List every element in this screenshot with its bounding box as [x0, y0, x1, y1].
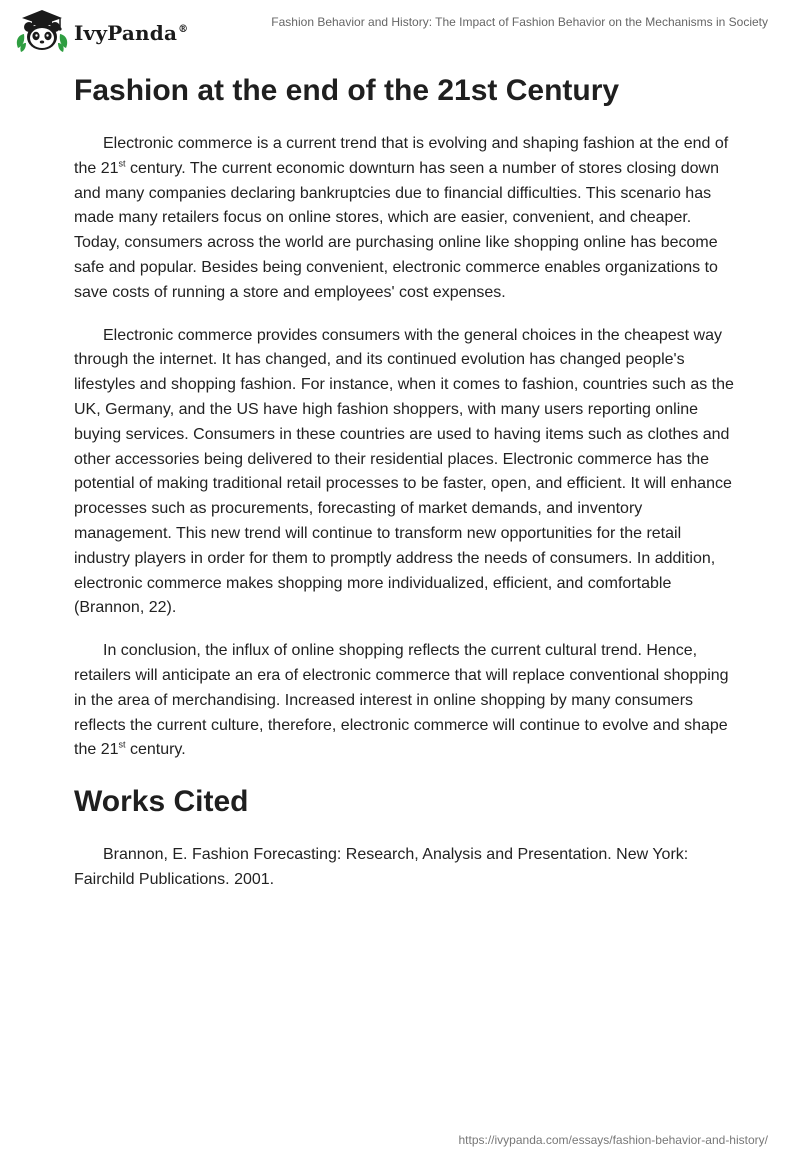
- document-title: Fashion Behavior and History: The Impact of Fashion Behavior on the Mechanisms in Society: [271, 15, 768, 29]
- section-heading-fashion: Fashion at the end of the 21st Century: [74, 74, 620, 107]
- paragraph-2: Electronic commerce provides consumers with the general choices in the cheapest way through the internet. It has changed, and its continued evolution has changed people's lifestyles and shopping fashion. For instance, when it comes to fashion, countries such as the UK, Germany, and the US have high fashion shoppers, with many users reporting online buying services. Consumers in these countries are used to having items such as clothes and other accessories being delivered to their residential places. Electronic commerce has the potential of making traditional retail processes to be faster, open, and efficient. It will enhance processes such as procurements, forecasting of market demands, and inventory management. This new trend will continue to transform new opportunities for the retail industry players in order for them to promptly address the needs of consumers. In addition, electronic commerce makes shopping more individualized, efficient, and comfortable (Brannon, 22).: [74, 326, 734, 617]
- citation-entry: Brannon, E. Fashion Forecasting: Research, Analysis and Presentation. New York: Fairchild Publications. 2001.: [74, 846, 689, 888]
- registered-mark: ®: [178, 24, 189, 36]
- ordinal-superscript: st: [118, 740, 126, 750]
- panda-graduate-icon: [14, 8, 70, 54]
- paragraph-1: Electronic commerce is a current trend that is evolving and shaping fashion at the end of the 21st century. The current economic downturn has seen a number of stores closing down and many companies declaring bankruptcies due to financial difficulties. This scenario has made many retailers focus on online stores, which are easier, convenient, and cheaper. Today, consumers across the world are purchasing online like shopping online has become safe and popular. Besides being convenient, electronic commerce enables organizations to save costs of running a store and employees' cost expenses.: [74, 135, 729, 301]
- source-url-link[interactable]: https://ivypanda.com/essays/fashion-behavior-and-history/: [458, 1133, 768, 1147]
- ivypanda-logo[interactable]: [14, 8, 188, 54]
- page-header: [0, 0, 800, 60]
- paragraph-3: In conclusion, the influx of online shopping reflects the current cultural trend. Hence, retailers will anticipate an era of electronic commerce that will replace conventional shopping in the area of merchandising. Increased interest in online shopping by many consumers reflects the current culture, therefore, electronic commerce will continue to evolve and shape the 21st century.: [74, 642, 729, 759]
- ordinal-superscript: st: [118, 158, 126, 169]
- logo-text: IvyPanda®: [74, 21, 189, 45]
- essay-content: [74, 70, 734, 893]
- section-heading-works-cited: Works Cited: [74, 785, 249, 819]
